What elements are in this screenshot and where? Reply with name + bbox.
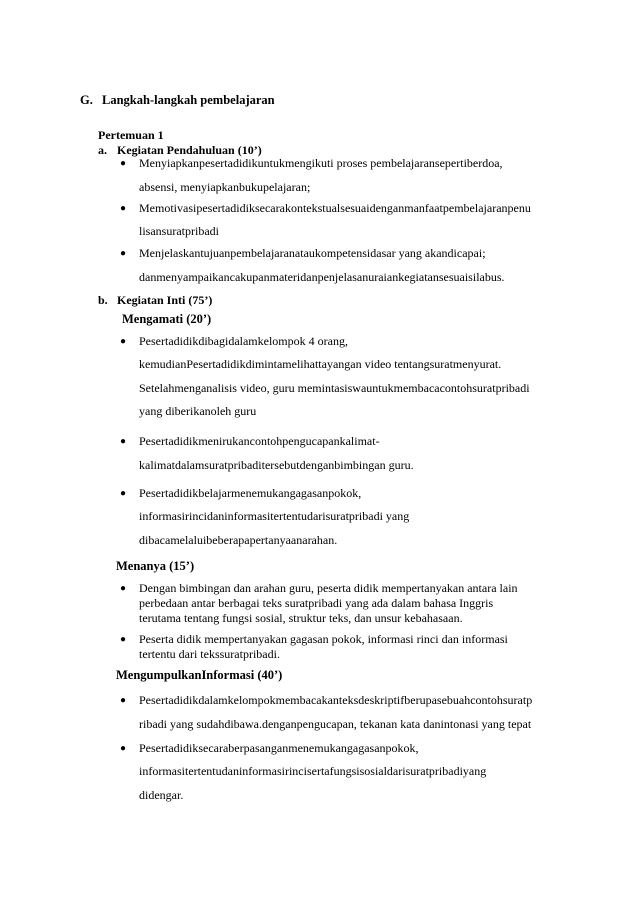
bullet-icon: ● xyxy=(120,488,127,499)
part-b-title: Kegiatan Inti (75’) xyxy=(117,293,213,307)
part-a-title: Kegiatan Pendahuluan (10’) xyxy=(117,143,262,157)
bullet-line: terutama tentang fungsi sosial, struktur teks, dan unsur kebahasaan. xyxy=(139,611,463,625)
bullet-line: Pesertadidikdalamkelompokmembacakanteksdeskriptifberupasebuahcontohsuratp xyxy=(139,693,533,707)
bullet-icon: ● xyxy=(120,248,127,259)
bullet-line: dibacamelaluibeberapapertanyaanarahan. xyxy=(139,533,338,547)
bullet-line: Pesertadidiksecaraberpasanganmenemukangagasanpokok, xyxy=(139,741,419,755)
bullet-icon: ● xyxy=(120,743,127,754)
bullet-line: didengar. xyxy=(139,788,184,802)
section-letter: G. xyxy=(80,93,93,107)
section-title: Langkah-langkah pembelajaran xyxy=(102,93,275,107)
bullet-line: Menjelaskantujuanpembelajaranataukompetensidasar yang akandicapai; xyxy=(139,246,486,260)
bullet-line: danmenyampaikancakupanmateridanpenjelasanuraiankegiatansesuaisilabus. xyxy=(139,270,505,284)
bullet-line: ribadi yang sudahdibawa.denganpengucapan, tekanan kata danintonasi yang tepat xyxy=(139,717,532,731)
bullet-line: absensi, menyiapkanbukupelajaran; xyxy=(139,180,311,194)
bullet-icon: ● xyxy=(120,695,127,706)
bullet-line: Setelahmenganalisis video, guru memintasiswauntukmembacacontohsuratpribadi xyxy=(139,381,530,395)
bullet-line: Peserta didik mempertanyakan gagasan pokok, informasi rinci dan informasi xyxy=(139,632,508,646)
bullet-line: yang diberikanoleh guru xyxy=(139,404,257,418)
bullet-line: Memotivasipesertadidiksecarakontekstualsesuaidenganmanfaatpembelajaranpenu xyxy=(139,201,531,215)
meeting-label: Pertemuan 1 xyxy=(98,128,164,142)
bullet-icon: ● xyxy=(120,436,127,447)
bullet-line: Pesertadidikbelajarmenemukangagasanpokok, xyxy=(139,486,362,500)
bullet-line: tertentu dari tekssuratpribadi. xyxy=(139,647,280,661)
observe-heading: Mengamati (20’) xyxy=(122,312,212,326)
bullet-line: kalimatdalamsuratpribaditersebutdenganbimbingan guru. xyxy=(139,458,414,472)
bullet-icon: ● xyxy=(120,336,127,347)
bullet-line: Pesertadidikmenirukancontohpengucapankalimat- xyxy=(139,434,380,448)
part-b-letter: b. xyxy=(98,293,108,307)
bullet-line: Dengan bimbingan dan arahan guru, peserta didik mempertanyakan antara lain xyxy=(139,581,518,595)
bullet-line: perbedaan antar berbagai teks suratpribadi yang ada dalam bahasa Inggris xyxy=(139,596,494,610)
bullet-line: informasirincidaninformasitertentudarisuratpribadi yang xyxy=(139,509,410,523)
bullet-line: Menyiapkanpesertadidikuntukmengikuti proses pembelajaransepertiberdoa, xyxy=(139,156,503,170)
bullet-icon: ● xyxy=(120,583,127,594)
bullet-icon: ● xyxy=(120,203,127,214)
bullet-line: lisansuratpribadi xyxy=(139,224,219,238)
ask-heading: Menanya (15’) xyxy=(116,559,195,573)
part-a-letter: a. xyxy=(98,143,107,157)
bullet-icon: ● xyxy=(120,634,127,645)
bullet-line: Pesertadidikdibagidalamkelompok 4 orang, xyxy=(139,334,348,348)
collect-heading: MengumpulkanInformasi (40’) xyxy=(116,668,283,682)
bullet-icon: ● xyxy=(120,158,127,169)
bullet-line: informasitertentudaninformasirincisertafungsisosialdarisuratpribadiyang xyxy=(139,764,487,778)
bullet-line: kemudianPesertadidikdimintamelihattayangan video tentangsuratmenyurat. xyxy=(139,357,502,371)
